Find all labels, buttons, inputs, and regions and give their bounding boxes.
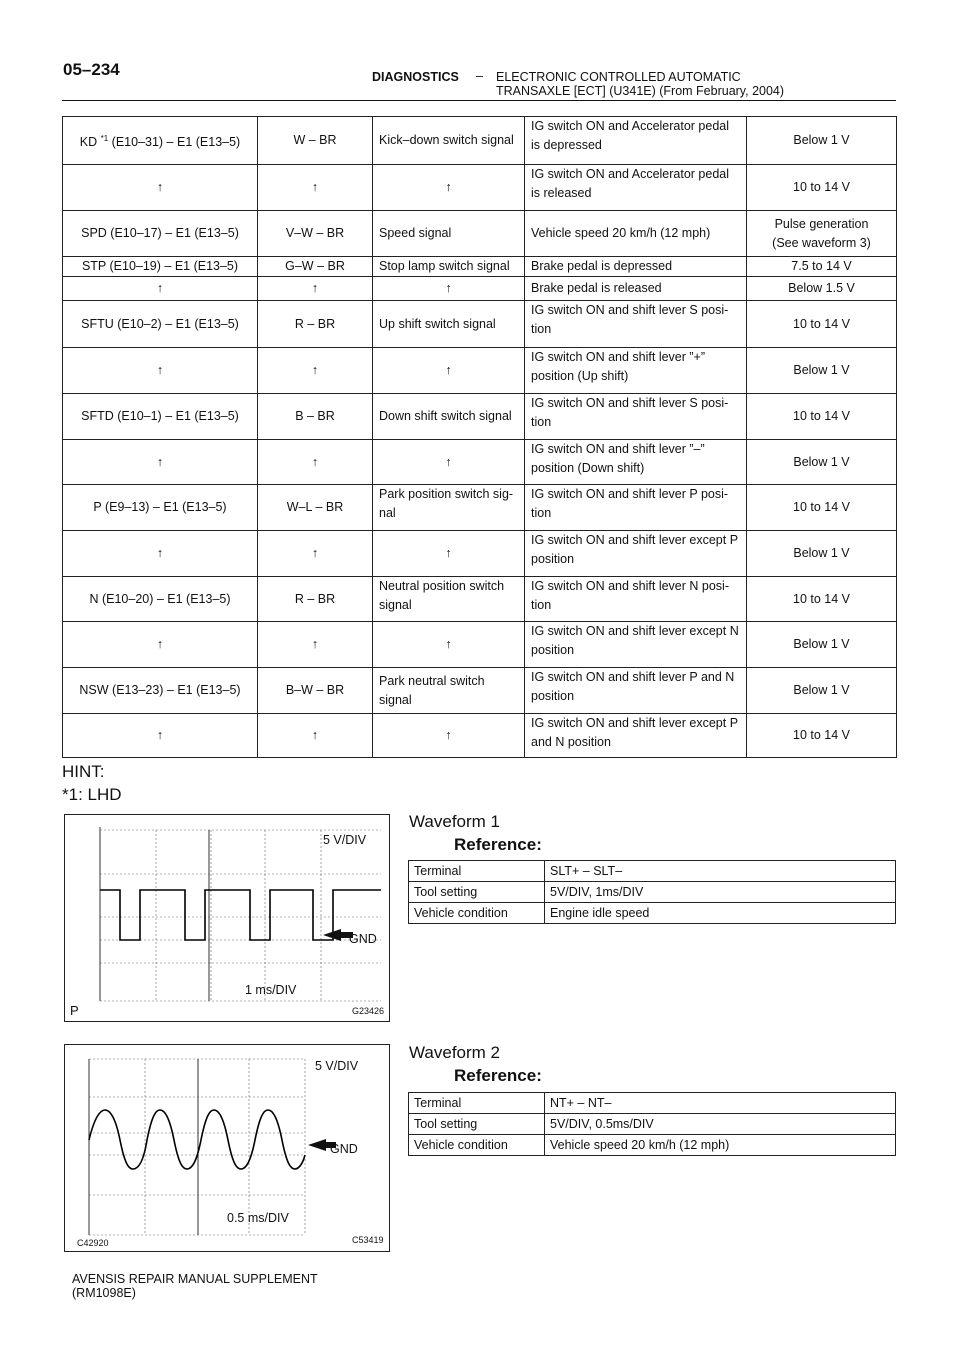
spec-cell: 10 to 14 V bbox=[747, 714, 897, 758]
condition-cell: IG switch ON and shift lever P and N position bbox=[525, 668, 747, 714]
table-row bbox=[63, 165, 897, 211]
waveform2-figure bbox=[64, 1044, 390, 1252]
terminal-cell: Stop lamp switch signal bbox=[373, 257, 525, 277]
waveform1-reference-label: Reference: bbox=[454, 835, 542, 854]
table-row: Tool setting 5V/DIV, 1ms/DIV bbox=[409, 882, 896, 903]
ditto-arrow-icon: ↑ bbox=[258, 440, 373, 485]
table-row: Tool setting 5V/DIV, 0.5ms/DIV bbox=[409, 1114, 896, 1135]
symbol-cell: NSW (E13–23) – E1 (E13–5) bbox=[63, 668, 258, 714]
condition-cell: IG switch ON and shift lever ”–” position (Down shift) bbox=[525, 440, 747, 485]
waveform1-vdiv-label: 5 V/DIV bbox=[323, 833, 367, 847]
footer-manual-title: AVENSIS REPAIR MANUAL SUPPLEMENT bbox=[72, 1272, 318, 1286]
terminal-cell: Park neutral switch signal bbox=[373, 668, 525, 714]
terminal-cell: Speed signal bbox=[373, 211, 525, 257]
spec-cell: 10 to 14 V bbox=[747, 577, 897, 622]
ditto-arrow-icon: ↑ bbox=[373, 348, 525, 394]
waveform1-figure bbox=[64, 814, 390, 1022]
ditto-arrow-icon: ↑ bbox=[373, 714, 525, 758]
waveform1-title: Waveform 1 bbox=[409, 812, 501, 831]
ditto-arrow-icon: ↑ bbox=[63, 622, 258, 668]
condition-cell: IG switch ON and shift lever S posi- tion bbox=[525, 394, 747, 440]
table-row bbox=[63, 301, 897, 348]
header-rule bbox=[62, 100, 896, 101]
table-row bbox=[63, 668, 897, 714]
table-row bbox=[63, 622, 897, 668]
spec-cell: Below 1 V bbox=[747, 440, 897, 485]
waveform1-corner-label: P bbox=[70, 1003, 79, 1018]
wiring-cell: G–W – BR bbox=[258, 257, 373, 277]
spec-cell: Below 1 V bbox=[747, 622, 897, 668]
condition-cell: Brake pedal is released bbox=[525, 277, 747, 301]
terminal-cell: Park position switch sig- nal bbox=[373, 485, 525, 531]
spec-cell: Pulse generation (See waveform 3) bbox=[747, 211, 897, 257]
terminal-cell: Up shift switch signal bbox=[373, 301, 525, 348]
waveform2-gnd-label: GND bbox=[330, 1142, 358, 1156]
table-row bbox=[63, 714, 897, 758]
spec-cell: Below 1 V bbox=[747, 531, 897, 577]
condition-cell: IG switch ON and shift lever except P and N position bbox=[525, 714, 747, 758]
terminal-cell: Down shift switch signal bbox=[373, 394, 525, 440]
symbol-cell: SFTD (E10–1) – E1 (E13–5) bbox=[63, 394, 258, 440]
waveform2-tdiv-label: 0.5 ms/DIV bbox=[227, 1211, 289, 1225]
waveform2-vdiv-label: 5 V/DIV bbox=[315, 1059, 359, 1073]
terminal-table bbox=[62, 116, 897, 758]
table-row: Vehicle condition Vehicle speed 20 km/h (12 mph) bbox=[409, 1135, 896, 1156]
ditto-arrow-icon: ↑ bbox=[63, 165, 258, 211]
table-row: Terminal SLT+ – SLT– bbox=[409, 861, 896, 882]
ditto-arrow-icon: ↑ bbox=[258, 348, 373, 394]
wiring-cell: W–L – BR bbox=[258, 485, 373, 531]
table-row bbox=[63, 440, 897, 485]
table-row bbox=[63, 394, 897, 440]
ditto-arrow-icon: ↑ bbox=[373, 531, 525, 577]
ditto-arrow-icon: ↑ bbox=[63, 531, 258, 577]
spec-cell: Below 1 V bbox=[747, 668, 897, 714]
wiring-cell: R – BR bbox=[258, 577, 373, 622]
wiring-cell: B–W – BR bbox=[258, 668, 373, 714]
ditto-arrow-icon: ↑ bbox=[373, 622, 525, 668]
wiring-cell: R – BR bbox=[258, 301, 373, 348]
ditto-arrow-icon: ↑ bbox=[258, 277, 373, 301]
table-row bbox=[63, 257, 897, 277]
waveform2-figure-code: C53419 bbox=[352, 1235, 384, 1245]
spec-cell: 10 to 14 V bbox=[747, 165, 897, 211]
ditto-arrow-icon: ↑ bbox=[258, 622, 373, 668]
spec-cell: 10 to 14 V bbox=[747, 485, 897, 531]
symbol-cell: KD $^{*1}$ (E10–31) – E1 (E13–5) bbox=[63, 117, 258, 165]
table-row bbox=[63, 277, 897, 301]
condition-cell: IG switch ON and shift lever N posi- tion bbox=[525, 577, 747, 622]
spec-cell: 7.5 to 14 V bbox=[747, 257, 897, 277]
symbol-cell: STP (E10–19) – E1 (E13–5) bbox=[63, 257, 258, 277]
spec-cell: Below 1 V bbox=[747, 348, 897, 394]
ditto-arrow-icon: ↑ bbox=[63, 277, 258, 301]
hint-label: HINT: bbox=[62, 762, 105, 781]
condition-cell: IG switch ON and Accelerator pedal is depressed bbox=[525, 117, 747, 165]
symbol-cell: N (E10–20) – E1 (E13–5) bbox=[63, 577, 258, 622]
waveform2-reference-label: Reference: bbox=[454, 1066, 542, 1085]
condition-cell: IG switch ON and shift lever S posi- tion bbox=[525, 301, 747, 348]
header-title-line1: ELECTRONIC CONTROLLED AUTOMATIC bbox=[496, 70, 741, 84]
table-row: Vehicle condition Engine idle speed bbox=[409, 903, 896, 924]
waveform2-title: Waveform 2 bbox=[409, 1043, 501, 1062]
table-row bbox=[63, 577, 897, 622]
ditto-arrow-icon: ↑ bbox=[63, 440, 258, 485]
condition-cell: IG switch ON and Accelerator pedal is released bbox=[525, 165, 747, 211]
terminal-cell: Kick–down switch signal bbox=[373, 117, 525, 165]
condition-cell: IG switch ON and shift lever except P position bbox=[525, 531, 747, 577]
wiring-cell: B – BR bbox=[258, 394, 373, 440]
wiring-cell: W – BR bbox=[258, 117, 373, 165]
ditto-arrow-icon: ↑ bbox=[258, 714, 373, 758]
waveform2-figure-code-left: C42920 bbox=[77, 1238, 109, 1248]
ditto-arrow-icon: ↑ bbox=[63, 714, 258, 758]
ditto-arrow-icon: ↑ bbox=[373, 165, 525, 211]
waveform1-figure-code: G23426 bbox=[352, 1006, 385, 1016]
spec-cell: Below 1.5 V bbox=[747, 277, 897, 301]
table-row bbox=[63, 117, 897, 165]
condition-cell: IG switch ON and shift lever P posi- tion bbox=[525, 485, 747, 531]
spec-cell: 10 to 14 V bbox=[747, 394, 897, 440]
symbol-cell: P (E9–13) – E1 (E13–5) bbox=[63, 485, 258, 531]
symbol-cell: SFTU (E10–2) – E1 (E13–5) bbox=[63, 301, 258, 348]
waveform1-gnd-label: GND bbox=[349, 932, 377, 946]
ditto-arrow-icon: ↑ bbox=[63, 348, 258, 394]
ditto-arrow-icon: ↑ bbox=[373, 277, 525, 301]
symbol-cell: SPD (E10–17) – E1 (E13–5) bbox=[63, 211, 258, 257]
table-row bbox=[63, 211, 897, 257]
ditto-arrow-icon: ↑ bbox=[258, 531, 373, 577]
ditto-arrow-icon: ↑ bbox=[373, 440, 525, 485]
table-row bbox=[63, 348, 897, 394]
ditto-arrow-icon: ↑ bbox=[258, 165, 373, 211]
waveform1-reference-table bbox=[408, 860, 896, 924]
table-row bbox=[63, 531, 897, 577]
header-title-line2: TRANSAXLE [ECT] (U341E) (From February, 2004) bbox=[496, 84, 785, 98]
table-row bbox=[63, 485, 897, 531]
page-number: 05–234 bbox=[63, 60, 120, 79]
waveform1-tdiv-label: 1 ms/DIV bbox=[245, 983, 297, 997]
header-dash: – bbox=[476, 69, 483, 83]
condition-cell: IG switch ON and shift lever except N position bbox=[525, 622, 747, 668]
condition-cell: IG switch ON and shift lever ”+” position (Up shift) bbox=[525, 348, 747, 394]
table-row: Terminal NT+ – NT– bbox=[409, 1093, 896, 1114]
waveform2-reference-table bbox=[408, 1092, 896, 1156]
hint-note: *1: LHD bbox=[62, 785, 122, 804]
condition-cell: Brake pedal is depressed bbox=[525, 257, 747, 277]
wiring-cell: V–W – BR bbox=[258, 211, 373, 257]
header-section: DIAGNOSTICS bbox=[372, 70, 459, 84]
condition-cell: Vehicle speed 20 km/h (12 mph) bbox=[525, 211, 747, 257]
terminal-cell: Neutral position switch signal bbox=[373, 577, 525, 622]
spec-cell: Below 1 V bbox=[747, 117, 897, 165]
spec-cell: 10 to 14 V bbox=[747, 301, 897, 348]
footer-manual-code: (RM1098E) bbox=[72, 1286, 136, 1300]
